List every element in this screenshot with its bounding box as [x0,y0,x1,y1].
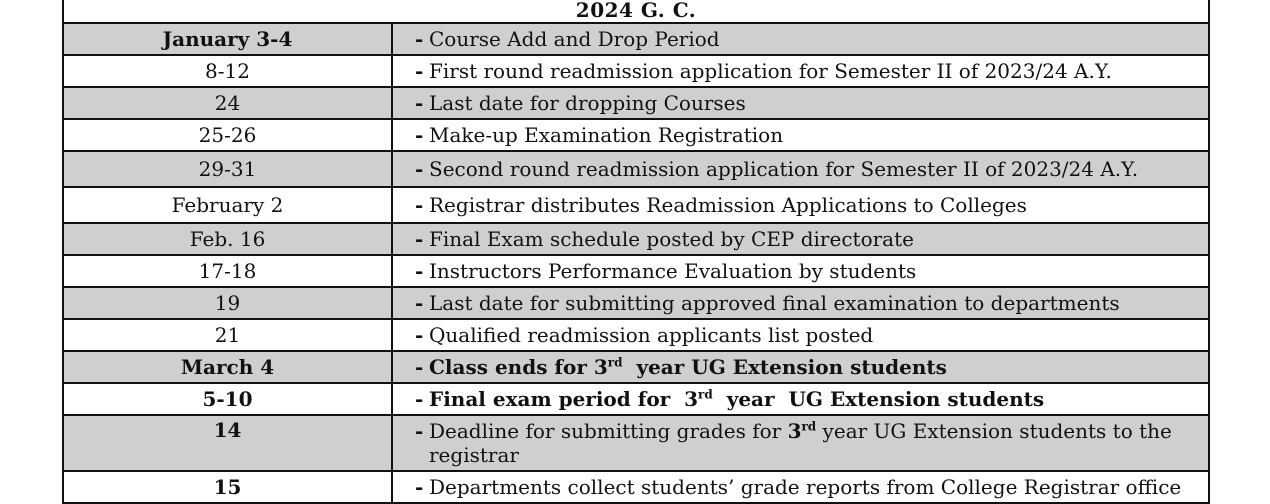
date-cell: January 3-4 [63,23,392,55]
date-cell: 19 [63,287,392,319]
table-row [63,471,1209,503]
dash-bullet: - [415,323,424,347]
dash-bullet: - [415,123,424,147]
activity-text: Registrar distributes Readmission Applications to Colleges [429,193,1027,217]
table-row [63,287,1209,319]
ordinal-suffix: rd [801,419,817,434]
table-row [63,187,1209,223]
activity-cell [392,119,1209,151]
calendar-table [62,0,1210,504]
dash-bullet: - [415,475,424,499]
dash-bullet: - [415,419,424,443]
table-row [63,351,1209,383]
activity-text: Final Exam schedule posted by CEP directorate [429,227,914,251]
activity-cell [392,87,1209,119]
date-cell: Feb. 16 [63,223,392,255]
activity-text: Qualified readmission applicants list posted [429,323,874,347]
activity-cell [392,187,1209,223]
date-cell: February 2 [63,187,392,223]
date-cell: March 4 [63,351,392,383]
dash-bullet: - [415,91,424,115]
activity-cell [392,287,1209,319]
activity-text: Departments collect students’ grade reports from College Registrar office [429,475,1182,499]
activity-text: Final exam period for 3rd year UG Extension students [429,387,1045,411]
table-row [63,223,1209,255]
activity-text: Second round readmission application for Semester II of 2023/24 A.Y. [429,157,1139,181]
activity-cell [392,383,1209,415]
activity-cell [392,55,1209,87]
activity-text: Last date for submitting approved final examination to departments [429,291,1120,315]
activity-text: Instructors Performance Evaluation by students [429,259,917,283]
dash-bullet: - [415,27,424,51]
academic-calendar-sheet [62,0,1208,504]
date-cell: 17-18 [63,255,392,287]
activity-cell [392,23,1209,55]
dash-bullet: - [415,387,424,411]
table-row [63,23,1209,55]
date-cell: 5-10 [63,383,392,415]
date-cell: 8-12 [63,55,392,87]
table-row [63,55,1209,87]
activity-text: Course Add and Drop Period [429,27,720,51]
activity-text: Class ends for 3rd year UG Extension students [429,355,947,379]
activity-text: Last date for dropping Courses [429,91,746,115]
dash-bullet: - [415,355,424,379]
ordinal-suffix: rd [607,355,623,370]
year-header: 2024 G. C. [63,0,1209,23]
activity-cell [392,255,1209,287]
dash-bullet: - [415,193,424,217]
dash-bullet: - [415,227,424,251]
activity-cell [392,319,1209,351]
activity-cell [392,471,1209,503]
table-row [63,415,1209,471]
activity-cell [392,415,1209,471]
table-row [63,87,1209,119]
date-cell: 15 [63,471,392,503]
table-row [63,255,1209,287]
table-row [63,383,1209,415]
activity-text: Make-up Examination Registration [429,123,784,147]
activity-text: Deadline for submitting grades for 3rd year UG Extension students to the registrar [429,419,1172,467]
date-cell: 14 [63,415,392,471]
table-row [63,319,1209,351]
date-cell: 21 [63,319,392,351]
date-cell: 25-26 [63,119,392,151]
table-row [63,119,1209,151]
dash-bullet: - [415,259,424,283]
activity-cell [392,151,1209,187]
activity-cell [392,351,1209,383]
table-row [63,151,1209,187]
ordinal-suffix: rd [698,387,713,402]
date-cell: 24 [63,87,392,119]
activity-text: First round readmission application for Semester II of 2023/24 A.Y. [429,59,1112,83]
activity-cell [392,223,1209,255]
dash-bullet: - [415,59,424,83]
dash-bullet: - [415,291,424,315]
dash-bullet: - [415,157,424,181]
date-cell: 29-31 [63,151,392,187]
